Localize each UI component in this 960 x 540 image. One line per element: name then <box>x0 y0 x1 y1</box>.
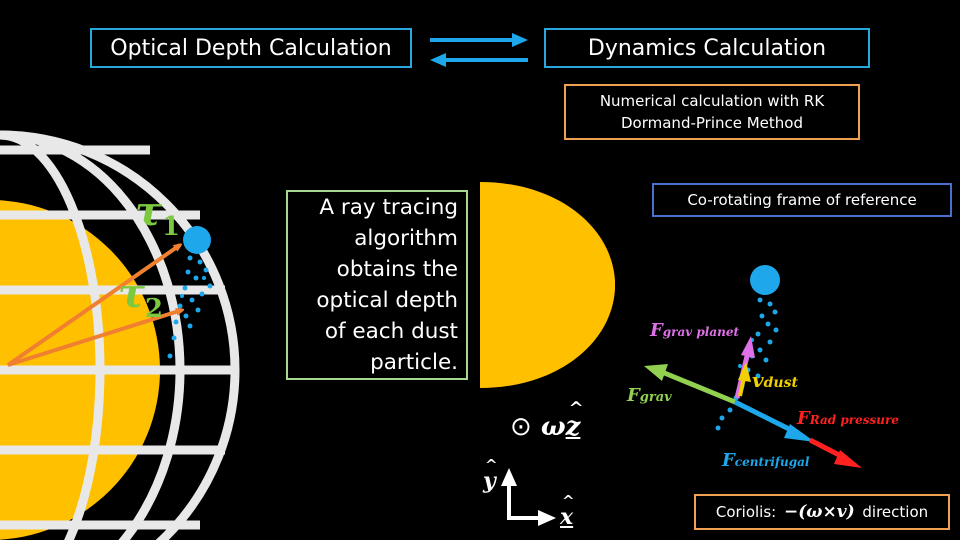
grav-F: F <box>627 385 640 406</box>
tau2-subscript: 2 <box>144 294 164 324</box>
numerical-line2: Dormand-Prince Method <box>621 114 803 132</box>
raytrace-line: obtains the <box>336 257 458 282</box>
tau2-label <box>118 270 163 324</box>
centrifugal-label <box>722 450 809 471</box>
grav-sub: grav <box>639 390 672 405</box>
comet-left <box>183 226 211 254</box>
sun-shape <box>480 182 615 388</box>
raytrace-line: A ray tracing <box>319 195 458 220</box>
y-axis-label: y ^ <box>483 456 498 494</box>
raytrace-line: particle. <box>370 350 458 375</box>
x-axis-label: x ^ <box>560 492 575 530</box>
rad-F: F <box>797 408 810 429</box>
dynamics-label: Dynamics Calculation <box>587 35 827 61</box>
numerical-line1: Numerical calculation with RK <box>599 92 825 110</box>
y-text: y <box>483 468 496 494</box>
rad-sub: Rad pressure <box>809 413 899 427</box>
raytrace-line: optical depth <box>316 288 458 313</box>
optical-depth-box <box>90 28 412 68</box>
comet-right <box>750 265 780 295</box>
v-symbol: v <box>752 368 764 392</box>
v-sub: dust <box>763 375 798 391</box>
frame-box <box>652 183 952 217</box>
omega-symbol: ω <box>540 412 566 442</box>
grav-planet-label <box>650 320 739 341</box>
zhat-symbol: z ^ <box>565 398 584 442</box>
raytrace-line: algorithm <box>354 226 458 251</box>
raytrace-line: of each dust <box>324 319 458 344</box>
grav-planet-sub: grav planet <box>662 325 740 339</box>
dynamics-box <box>544 28 870 68</box>
tau1-subscript: 1 <box>161 212 181 242</box>
zhat-text: z <box>565 412 581 442</box>
rotation-label <box>510 398 584 442</box>
rad-pressure-label <box>797 408 899 429</box>
out-of-page-icon: ⊙ <box>510 412 532 442</box>
x-text: x <box>560 504 574 530</box>
xy-axes <box>501 468 556 526</box>
coriolis-formula: −(ω×v) <box>783 502 855 522</box>
tau1-label <box>135 188 180 242</box>
v-dust-label <box>752 368 798 392</box>
frame-label: Co-rotating frame of reference <box>687 191 917 209</box>
cent-sub: centrifugal <box>734 455 810 469</box>
grav-planet-F: F <box>650 320 663 341</box>
optical-depth-label: Optical Depth Calculation <box>110 35 392 61</box>
cent-F: F <box>722 450 735 471</box>
numerical-method-box <box>564 84 860 140</box>
coriolis-box <box>694 494 950 530</box>
raytrace-box <box>286 190 468 380</box>
coriolis-prefix: Coriolis: <box>715 503 781 521</box>
tau2-symbol: τ <box>118 270 145 317</box>
tau1-symbol: τ <box>135 188 162 235</box>
force-vectors <box>644 336 862 468</box>
coriolis-suffix: direction <box>857 503 929 521</box>
grav-label <box>627 385 672 406</box>
